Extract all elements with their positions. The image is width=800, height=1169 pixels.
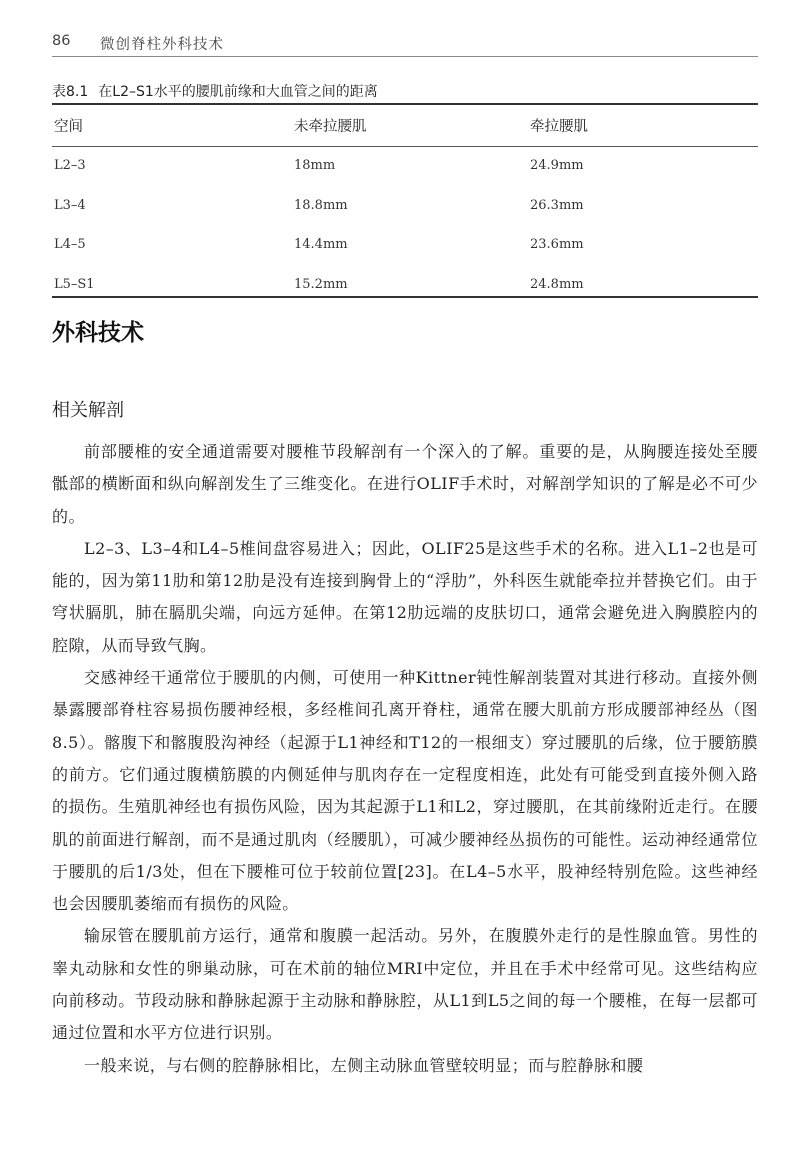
paragraph: 一般来说，与右侧的腔静脉相比，左侧主动脉血管壁较明显；而与腔静脉和腰 (84, 1055, 644, 1075)
table-cell: L4–5 (54, 237, 86, 253)
table-cell: 18mm (294, 158, 336, 174)
table-cell: L3–4 (54, 197, 86, 213)
paragraph: L2–3、L3–4和L4–5椎间盘容易进入；因此，OLIF25是这些手术的名称。进入L1–2也是可能的，因为第11肋和第12肋是没有连接到胸骨上的“浮肋”，外科医生就能牵拉并替换它们。由于穹状膈肌，肺在膈肌尖端，向远方延伸。在第12肋远端的皮肤切口，通常会避免进入胸膜腔内的腔隙，从而导致气胸。 (52, 538, 758, 655)
table-cell: L5–S1 (54, 276, 95, 292)
column-header: 未牵拉腰肌 (294, 118, 367, 135)
paragraph: 交感神经干通常位于腰肌的内侧，可使用一种Kittner钝性解剖装置对其进行移动。直接外侧暴露腰部脊柱容易损伤腰神经根，多经椎间孔离开脊柱，通常在腰大肌前方形成腰部神经丛（图8.5）。髂腹下和髂腹股沟神经（起源于L1神经和T12的一根细支）穿过腰肌的后缘，位于腰筋膜的前方。它们通过腹横筋膜的内侧延伸与肌肉存在一定程度相连，此处有可能受到直接外侧入路的损伤。生殖肌神经也有损伤风险，因为其起源于L1和L2，穿过腰肌，在其前缘附近走行。在腰肌的前面进行解剖，而不是通过肌肉（经腰肌），可减少腰神经丛损伤的可能性。运动神经通常位于腰肌的后1/3处，但在下腰椎可位于较前位置[23]。在L4–5水平，股神经特别危险。这些神经也会因腰肌萎缩而有损伤的风险。 (52, 668, 758, 914)
running-header (52, 31, 758, 55)
table-caption (52, 81, 758, 101)
table-cell: 24.9mm (530, 158, 584, 174)
table-cell: L2–3 (54, 158, 86, 174)
paragraph: 输尿管在腰肌前方运行，通常和腹膜一起活动。另外，在腹膜外走行的是性腺血管。男性的睾丸动脉和女性的卵巢动脉，可在术前的轴位MRI中定位，并且在手术中经常可见。这些结构应向前移动。节段动脉和静脉起源于主动脉和静脉腔，从L1到L5之间的每一个腰椎，在每一层都可通过位置和水平方位进行识别。 (52, 926, 758, 1043)
table-cell: 23.6mm (530, 237, 584, 253)
header-rule (52, 56, 758, 57)
table-caption-number: 表8.1 (52, 84, 89, 100)
table-row (52, 146, 758, 186)
table-header-row (52, 104, 758, 146)
table-cell: 15.2mm (294, 276, 348, 292)
body-text (52, 436, 758, 1082)
table-row (52, 225, 758, 265)
paragraph: 前部腰椎的安全通道需要对腰椎节段解剖有一个深入的了解。重要的是，从胸腰连接处至腰骶部的横断面和纵向解剖发生了三维变化。在进行OLIF手术时，对解剖学知识的了解是必不可少的。 (52, 442, 758, 526)
section-heading: 外科技术 (52, 320, 144, 346)
column-header: 牵拉腰肌 (530, 118, 588, 135)
table-caption-text: 在L2–S1水平的腰肌前缘和大血管之间的距离 (98, 84, 378, 100)
table-row (52, 186, 758, 226)
distance-table (52, 104, 758, 304)
page-number: 86 (52, 33, 71, 49)
book-title: 微创脊柱外科技术 (100, 37, 224, 53)
table-cell: 26.3mm (530, 197, 584, 213)
table-row (52, 265, 758, 305)
column-header: 空间 (54, 118, 83, 135)
table-cell: 18.8mm (294, 197, 348, 213)
table-cell: 24.8mm (530, 276, 584, 292)
table-cell: 14.4mm (294, 237, 348, 253)
subsection-heading: 相关解剖 (52, 400, 124, 421)
